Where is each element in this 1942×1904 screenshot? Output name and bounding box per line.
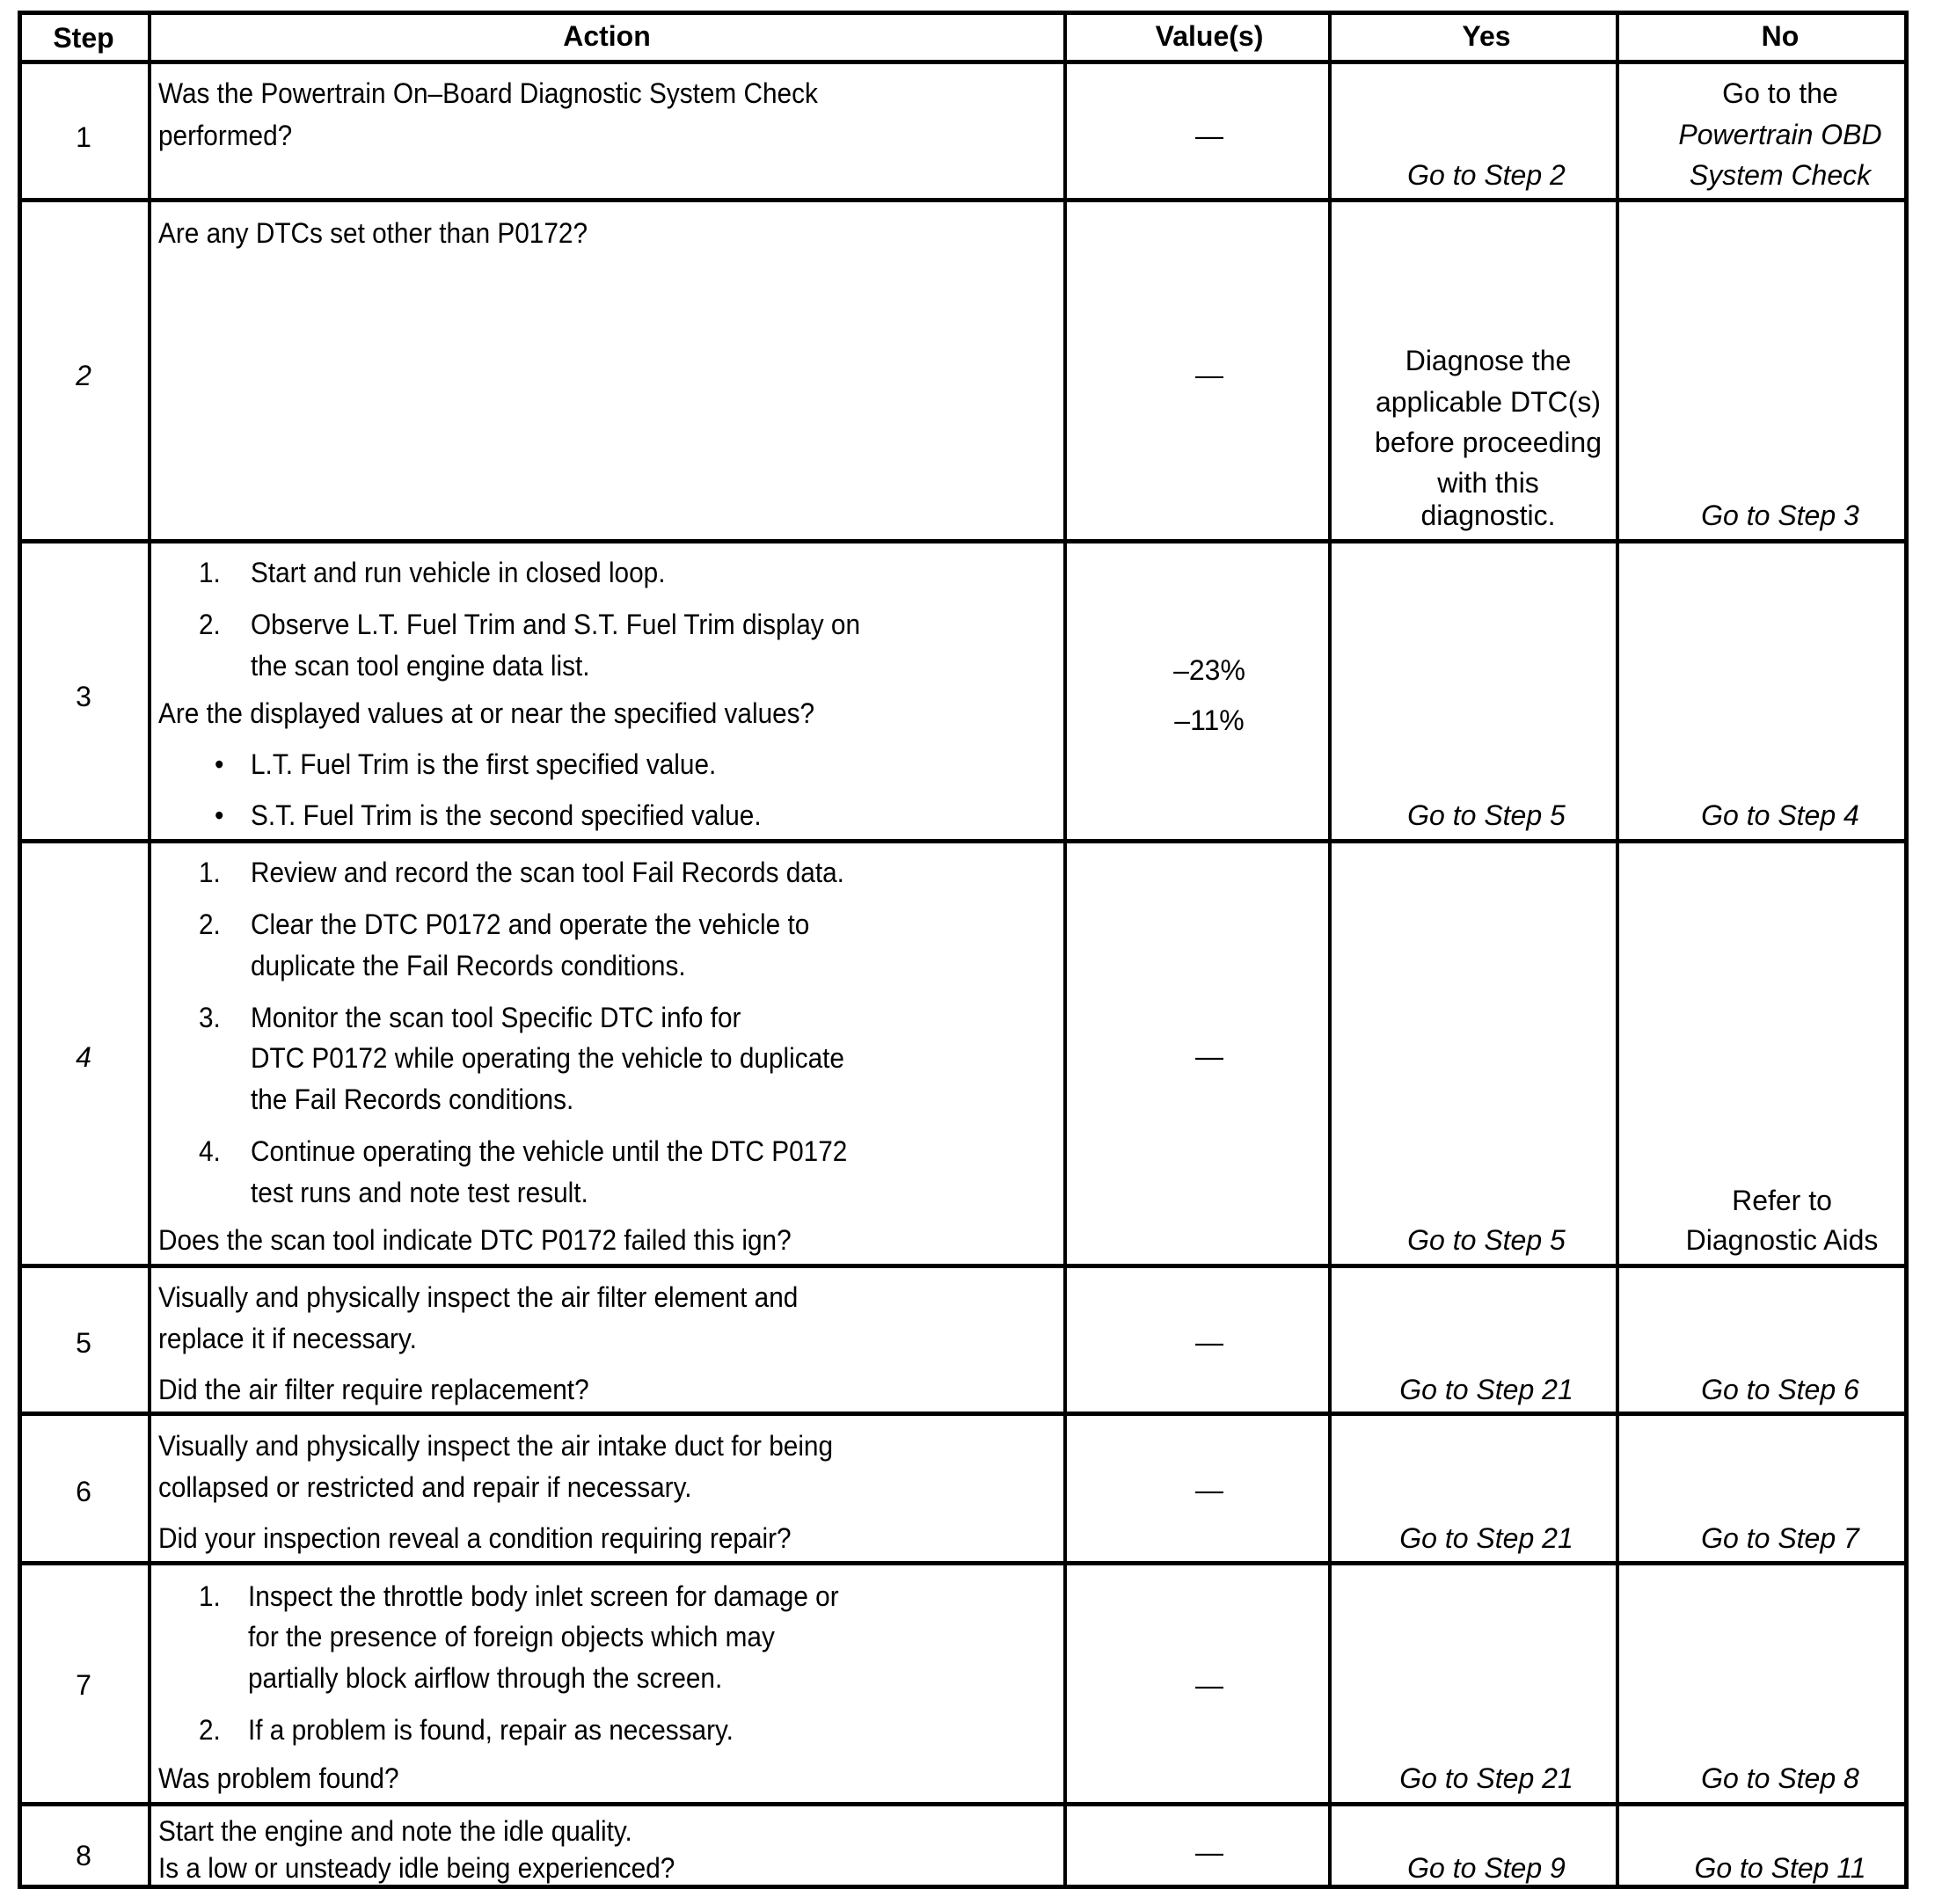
item-number: 1. [199, 857, 221, 888]
column-divider [148, 11, 151, 1889]
no-text: Diagnostic Aids [1685, 1224, 1879, 1256]
yes-text: applicable DTC(s) [1375, 386, 1602, 418]
value-dash: — [1195, 1669, 1223, 1701]
action-question: Did your inspection reveal a condition requiring repair? [158, 1522, 792, 1554]
action-text: L.T. Fuel Trim is the first specified value. [251, 748, 717, 780]
action-text: test runs and note test result. [251, 1177, 588, 1208]
no-link[interactable]: System Check [1689, 159, 1872, 191]
item-number: 3. [199, 1002, 221, 1033]
action-text: Start and run vehicle in closed loop. [251, 557, 666, 588]
yes-text: diagnostic. [1420, 500, 1556, 531]
value-dash: — [1195, 1326, 1223, 1358]
action-text: Was the Powertrain On–Board Diagnostic System Check [158, 77, 818, 109]
header-no: No [1761, 20, 1800, 52]
value-dash: — [1195, 359, 1223, 390]
yes-text: Diagnose the [1405, 345, 1572, 376]
step-number: 8 [76, 1840, 91, 1871]
action-text: the scan tool engine data list. [251, 650, 590, 682]
step-number: 6 [76, 1476, 91, 1507]
action-text: Continue operating the vehicle until the DTC P0172 [251, 1135, 848, 1167]
row-divider [18, 1561, 1909, 1565]
no-link[interactable]: Go to Step 7 [1701, 1522, 1859, 1554]
row-divider [18, 60, 1909, 64]
action-text: If a problem is found, repair as necessary. [248, 1714, 734, 1746]
item-number: 1. [199, 1580, 221, 1612]
action-text: duplicate the Fail Records conditions. [251, 950, 686, 981]
item-number: 2. [199, 908, 221, 940]
action-text: Visually and physically inspect the air intake duct for being [158, 1430, 834, 1462]
action-question: Does the scan tool indicate DTC P0172 failed this ign? [158, 1224, 792, 1256]
item-number: 2. [199, 609, 221, 640]
no-link[interactable]: Go to Step 4 [1701, 799, 1859, 831]
step-number: 7 [76, 1669, 91, 1701]
yes-link[interactable]: Go to Step 5 [1407, 799, 1566, 831]
value-dash: — [1195, 120, 1223, 151]
no-link[interactable]: Go to Step 6 [1701, 1374, 1859, 1405]
action-text: Start the engine and note the idle quality. [158, 1815, 632, 1847]
value-lt-fuel-trim: –23% [1173, 654, 1245, 686]
action-text: Monitor the scan tool Specific DTC info for [251, 1002, 741, 1033]
row-divider [18, 839, 1909, 843]
action-question: Is a low or unsteady idle being experienced? [158, 1852, 675, 1884]
no-text: Go to the [1722, 77, 1838, 109]
column-divider [1328, 11, 1332, 1889]
action-text: the Fail Records conditions. [251, 1083, 574, 1115]
yes-link[interactable]: Go to Step 2 [1407, 159, 1566, 191]
step-number: 2 [76, 360, 91, 391]
no-text: Refer to [1732, 1185, 1832, 1216]
no-link[interactable]: Go to Step 8 [1701, 1762, 1859, 1794]
row-divider [18, 539, 1909, 543]
yes-link[interactable]: Go to Step 5 [1407, 1224, 1566, 1256]
action-text: Visually and physically inspect the air filter element and [158, 1281, 799, 1313]
item-number: 2. [199, 1714, 221, 1746]
header-values: Value(s) [1155, 20, 1264, 52]
action-text: DTC P0172 while operating the vehicle to duplicate [251, 1042, 844, 1074]
step-number: 5 [76, 1327, 91, 1359]
action-text: replace it if necessary. [158, 1323, 417, 1354]
no-link[interactable]: Go to Step 11 [1694, 1852, 1866, 1884]
yes-link[interactable]: Go to Step 21 [1399, 1762, 1573, 1794]
action-text: Observe L.T. Fuel Trim and S.T. Fuel Trim display on [251, 609, 860, 640]
yes-link[interactable]: Go to Step 9 [1407, 1852, 1566, 1884]
yes-link[interactable]: Go to Step 21 [1399, 1522, 1573, 1554]
yes-link[interactable]: Go to Step 21 [1399, 1374, 1573, 1405]
action-text: Are any DTCs set other than P0172? [158, 217, 588, 249]
header-step: Step [53, 22, 114, 54]
no-link[interactable]: Powertrain OBD [1678, 119, 1882, 150]
action-text: Review and record the scan tool Fail Records data. [251, 857, 844, 888]
action-text: performed? [158, 120, 293, 151]
row-divider [18, 1264, 1909, 1268]
action-text: S.T. Fuel Trim is the second specified value. [251, 799, 762, 831]
step-number: 1 [76, 121, 91, 153]
action-text: Clear the DTC P0172 and operate the vehicle to [251, 908, 810, 940]
column-divider [1616, 11, 1619, 1889]
row-divider [18, 198, 1909, 202]
value-dash: — [1195, 1040, 1223, 1072]
value-dash: — [1195, 1836, 1223, 1868]
row-divider [18, 1802, 1909, 1806]
action-text: for the presence of foreign objects which may [248, 1621, 775, 1652]
bullet-icon: • [215, 748, 224, 780]
bullet-icon: • [215, 799, 224, 831]
action-text: partially block airflow through the screen. [248, 1662, 723, 1694]
action-question: Did the air filter require replacement? [158, 1374, 589, 1405]
step-number: 3 [76, 681, 91, 712]
step-number: 4 [76, 1041, 91, 1073]
action-question: Was problem found? [158, 1762, 399, 1794]
item-number: 4. [199, 1135, 221, 1167]
yes-text: before proceeding [1375, 427, 1602, 458]
no-link[interactable]: Go to Step 3 [1701, 500, 1859, 531]
header-yes: Yes [1462, 20, 1511, 52]
row-divider [18, 1412, 1909, 1416]
value-st-fuel-trim: –11% [1174, 704, 1245, 736]
value-dash: — [1195, 1474, 1223, 1506]
item-number: 1. [199, 557, 221, 588]
yes-text: with this [1437, 467, 1539, 499]
action-text: Inspect the throttle body inlet screen for damage or [248, 1580, 839, 1612]
action-question: Are the displayed values at or near the specified values? [158, 697, 815, 729]
header-action: Action [563, 20, 651, 52]
column-divider [1063, 11, 1067, 1889]
action-text: collapsed or restricted and repair if necessary. [158, 1471, 692, 1503]
